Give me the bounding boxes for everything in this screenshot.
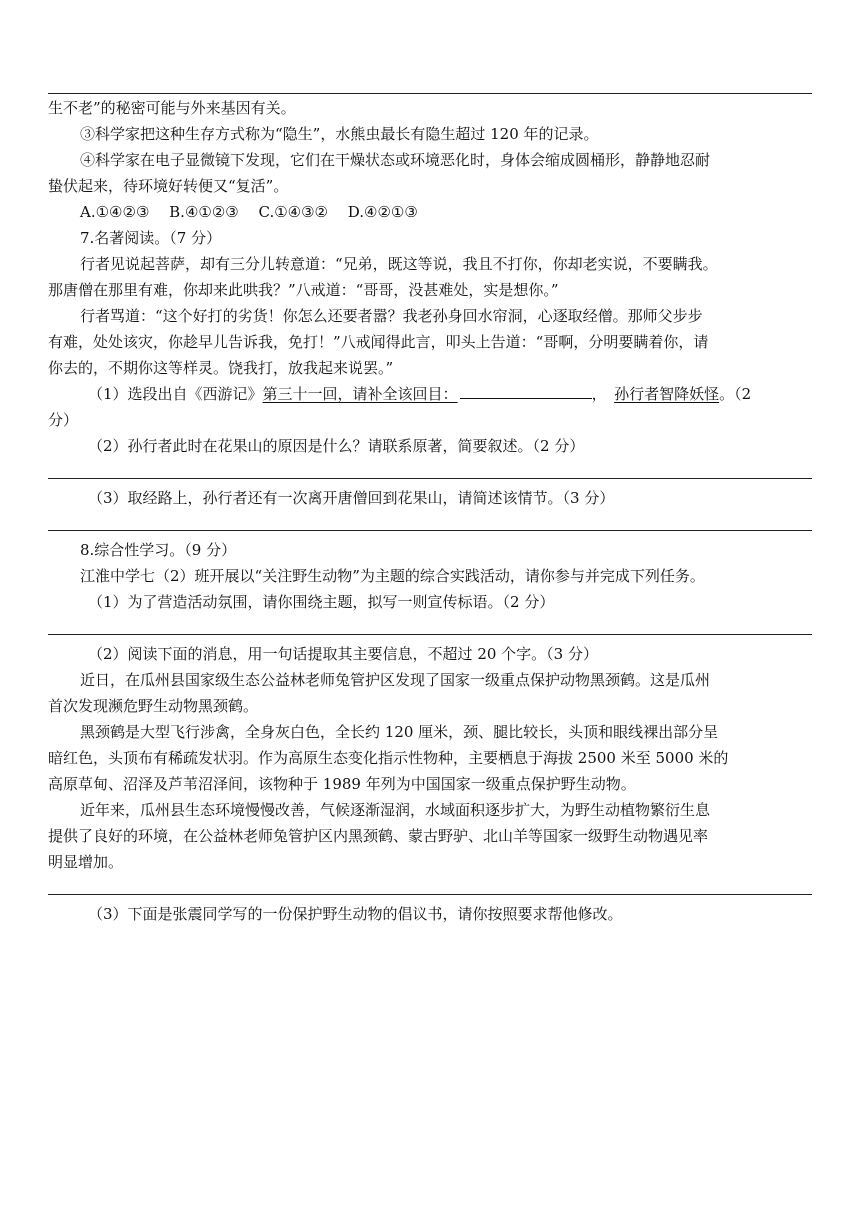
- q8-news-p3b: 提供了良好的环境，在公益林老师兔管护区内黑颈鹤、蒙古野驴、北山羊等国家一级野生动物遇见率: [48, 827, 709, 845]
- q7-passage-p2c: 你去的，不期你这等样灵。饶我打，放我起来说罢。”: [48, 359, 394, 377]
- q6-sentence-4b: 蛰伏起来，待环境好转便又“复活”。: [48, 177, 289, 195]
- q8-sub2-answer-line[interactable]: [48, 894, 812, 895]
- q7-sub1-comma: ，: [591, 385, 600, 403]
- q7-sub3: （3）取经路上，孙行者还有一次离开唐僧回到花果山，请简述该情节。（3 分）: [88, 489, 615, 507]
- q8-heading: 8.综合性学习。（9 分）: [80, 541, 237, 559]
- q6-options: A.①④②③ B.④①②③ C.①④③② D.④②①③: [80, 203, 418, 221]
- q7-passage-p2b: 有难，处处该灾，你趁早儿告诉我，免打！”八戒闻得此言，叩头上告道：“哥啊，分明要瞒着你，请: [48, 333, 709, 351]
- q7-sub1-score: 。（2: [719, 385, 752, 403]
- q6-sentence-4a: ④科学家在电子显微镜下发现，它们在干燥状态或环境恶化时，身体会缩成圆桶形，静静地忍耐: [80, 151, 711, 169]
- q7-sub2-answer-line[interactable]: [48, 478, 812, 479]
- q7-passage-p1b: 那唐僧在那里有难，你却来此哄我？”八戒道：“哥哥，没甚难处，实是想你。”: [48, 281, 559, 299]
- q7-sub2: （2）孙行者此时在花果山的原因是什么？请联系原著，简要叙述。（2 分）: [88, 437, 585, 455]
- q7-heading: 7.名著阅读。（7 分）: [80, 229, 222, 247]
- q8-news-p3c: 明显增加。: [48, 853, 124, 871]
- q7-sub1-chapter-title: 孙行者智降妖怪: [614, 385, 720, 403]
- q8-news-p2b: 暗红色，头顶布有稀疏发状羽。作为高原生态变化指示性物种，主要栖息于海拔 2500 米至 5000 米的: [48, 749, 729, 767]
- q7-sub1: [88, 384, 812, 404]
- q8-sub1: （1）为了营造活动氛围，请你围绕主题，拟写一则宣传标语。（2 分）: [88, 593, 555, 611]
- q8-sub2: （2）阅读下面的消息，用一句话提取其主要信息，不超过 20 个字。（3 分）: [88, 645, 598, 663]
- q7-passage-p1a: 行者见说起菩萨，却有三分儿转意道：“兄弟，既这等说，我且不打你，你却老实说，不要瞒我。: [80, 255, 718, 273]
- q8-news-p2c: 高原草甸、沼泽及芦苇沼泽间，该物种于 1989 年列为中国国家一级重点保护野生动物。: [48, 775, 636, 793]
- q8-sub1-answer-line[interactable]: [48, 634, 812, 635]
- q6-line-a: 生不老”的秘密可能与外来基因有关。: [48, 99, 296, 117]
- q6-sentence-3: ③科学家把这种生存方式称为“隐生”，水熊虫最长有隐生超过 120 年的记录。: [80, 125, 599, 143]
- q8-news-p3a: 近年来，瓜州县生态环境慢慢改善，气候逐渐湿润，水域面积逐步扩大，为野生动植物繁衍生息: [80, 801, 711, 819]
- q7-sub1-answer-blank[interactable]: [460, 384, 592, 399]
- q8-sub3: （3）下面是张震同学写的一份保护野生动物的倡议书，请你按照要求帮他修改。: [88, 905, 623, 923]
- q7-sub1-prefix: （1）选段出自《西游记》: [88, 385, 263, 403]
- q7-sub3-answer-line[interactable]: [48, 530, 812, 531]
- q8-news-p1b: 首次发现濒危野生动物黑颈鹤。: [48, 697, 259, 715]
- q8-news-p1a: 近日，在瓜州县国家级生态公益林老师兔管护区发现了国家一级重点保护动物黑颈鹤。这是瓜州: [80, 671, 711, 689]
- q7-sub1-score-tail: 分）: [48, 411, 79, 429]
- top-rule: [48, 93, 812, 94]
- q8-intro: 江淮中学七（2）班开展以“关注野生动物”为主题的综合实践活动，请你参与并完成下列任务。: [80, 567, 705, 585]
- q7-passage-p2a: 行者骂道：“这个好打的劣货！你怎么还要者嚣？我老孙身回水帘洞，心逐取经僧。那师父步步: [80, 307, 703, 325]
- q7-sub1-underlined-text: 第三十一回，请补全该回目：: [262, 385, 458, 403]
- q8-news-p2a: 黑颈鹤是大型飞行涉禽，全身灰白色，全长约 120 厘米，颈、腿比较长，头顶和眼线裸出部分呈: [80, 723, 719, 741]
